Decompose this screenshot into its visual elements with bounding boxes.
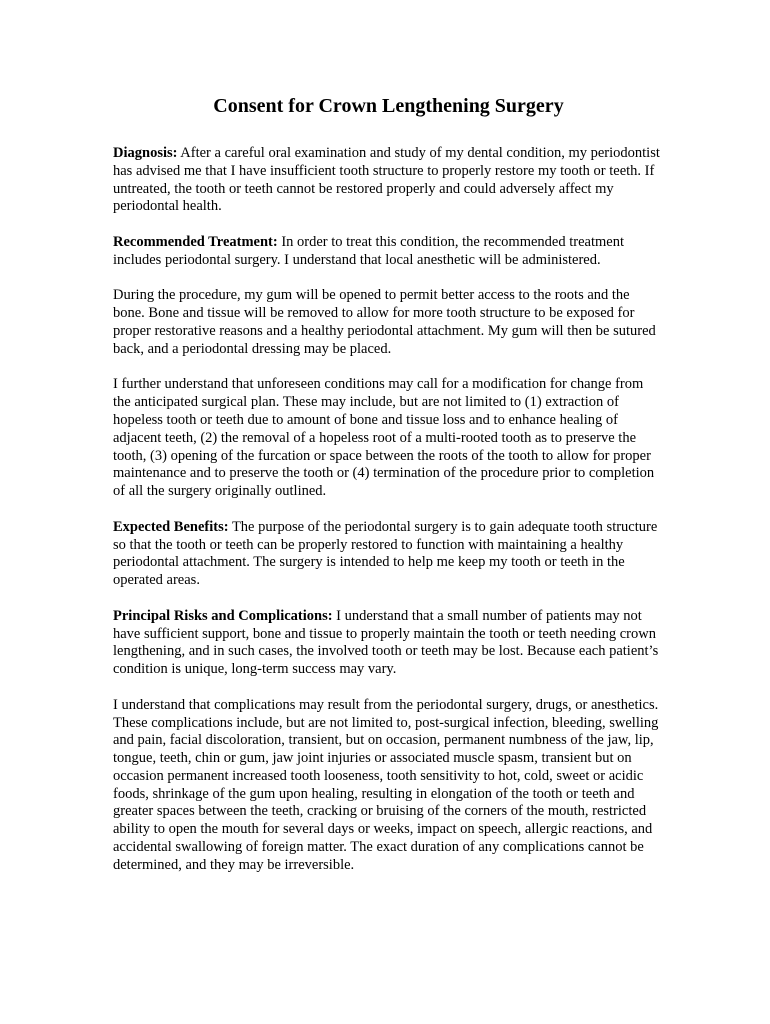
paragraph-procedure [113, 287, 662, 358]
paragraph-text: I understand that complications may result from the periodontal surgery, drugs, or anesthetics. These complications include, but are not limited to, post-surgical infection, bleeding, swelling and pain, facial discoloration, transient, but on occasion, permanent numbness of the jaw, lip, tongue, teeth, chin or gum, jaw joint injuries or associated muscle spasm, transient but on occasion permanent increased tooth looseness, tooth sensitivity to hot, cold, sweet or acidic foods, shrinkage of the gum upon healing, resulting in elongation of the tooth or teeth and greater spaces between the teeth, cracking or bruising of the corners of the mouth, restricted ability to open the mouth for several days or weeks, impact on speech, allergic reactions, and accidental swallowing of foreign matter. The exact duration of any complications cannot be determined, and they may be irreversible. [113, 696, 659, 873]
paragraph-lead: Principal Risks and Complications: [113, 607, 333, 624]
paragraph-text: The purpose of the periodontal surgery is to gain adequate tooth structure so that the tooth or teeth can be properly restored to function with maintaining a healthy periodontal attachment. The surgery is intended to help me keep my tooth or teeth in the operated areas. [113, 518, 658, 589]
paragraph-principal-risks [113, 608, 662, 679]
paragraph-recommended-treatment [113, 234, 662, 270]
paragraph-expected-benefits [113, 519, 662, 590]
paragraph-text: I understand that a small number of patients may not have sufficient support, bone and tissue to properly maintain the tooth or teeth needing crown lengthening, and in such cases, the involved tooth or teeth may be lost. Because each patient’s condition is unique, long-term success may vary. [113, 607, 659, 678]
document-title: Consent for Crown Lengthening Surgery [213, 95, 564, 117]
paragraph-text: I further understand that unforeseen conditions may call for a modification for change from the anticipated surgical plan. These may include, but are not limited to (1) extraction of hopeless tooth or teeth due to amount of bone and tissue loss and to enhance healing of adjacent teeth, (2) the removal of a hopeless root of a multi-rooted tooth as to preserve the tooth, (3) opening of the furcation or space between the roots of the tooth to allow for proper maintenance and to preserve the tooth or (4) termination of the procedure prior to completion of all the surgery originally outlined. [113, 376, 655, 500]
paragraph-unforeseen-conditions [113, 376, 662, 501]
paragraph-lead: Diagnosis: [113, 145, 178, 161]
paragraph-text: During the procedure, my gum will be opened to permit better access to the roots and the bone. Bone and tissue will be removed to allow for more tooth structure to be exposed for proper restorative reasons and a healthy periodontal attachment. My gum will then be sutured back, and a periodontal dressing may be placed. [113, 287, 656, 357]
paragraph-lead: Expected Benefits: [113, 518, 229, 535]
paragraph-text: After a careful oral examination and study of my dental condition, my periodontist has advised me that I have insufficient tooth structure to properly restore my tooth or teeth. If untreated, the tooth or teeth cannot be restored properly and could adversely affect my periodontal health. [113, 145, 660, 215]
paragraph-complications [113, 697, 662, 875]
paragraph-diagnosis [113, 145, 662, 216]
paragraph-lead: Recommended Treatment: [113, 233, 278, 250]
paragraph-text: In order to treat this condition, the recommended treatment includes periodontal surgery. I understand that local anesthetic will be administered. [113, 233, 624, 268]
